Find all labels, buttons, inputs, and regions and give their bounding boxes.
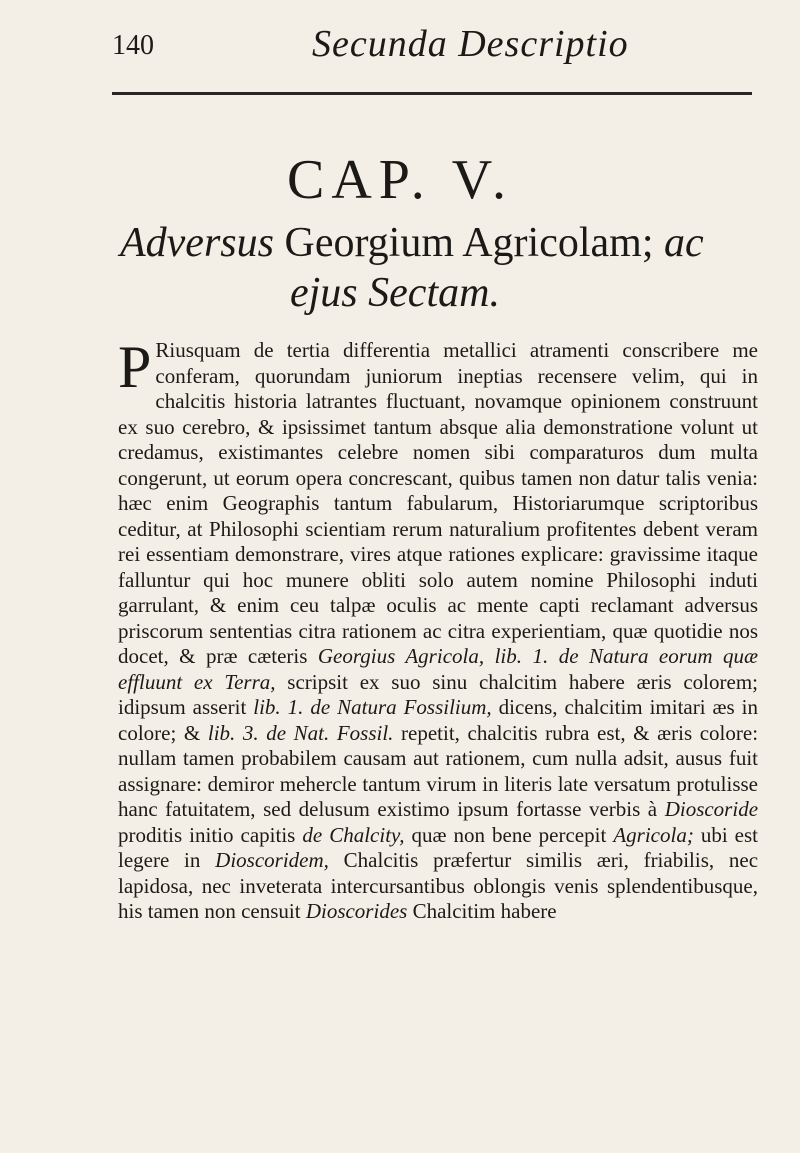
text-segment-5: repetit, chalcitis rubra est, & æris colore: nullam tamen probabilem causam aut rationem, cum nulla adsit, ausus fuit assignare: demiror mehercle tantum virum in literis late versatum protulisse hanc fatuitatem, sed delusum existimo ipsum fortasse verbis à [118, 720, 759, 821]
header-rule [112, 92, 752, 95]
text-segment-9: Chalcitis præfertur similis æri, friabilis, nec lapidosa, nec inveterata intercursantibus oblongis venis splendentibusque, his tamen non censuit [118, 848, 759, 923]
text-segment-3: scripsit ex suo sinu chalcitim habere æris colorem; idipsum asserit [118, 669, 759, 719]
body-text [118, 334, 759, 925]
text-segment-6: proditis initio capitis [118, 822, 296, 847]
subtitle-georgium: Georgium Agricolam; [284, 220, 654, 266]
subtitle-adversus: Adversus [120, 220, 274, 266]
name-dioscoridem: Dioscoridem, [215, 848, 329, 872]
chapter-subtitle [120, 218, 740, 318]
name-agricola: Georgius Agricola, [317, 644, 485, 668]
text-segment-4: dicens, chalcitim imitari æs in colore; & [118, 695, 758, 745]
name-dioscorides: Dioscorides [305, 899, 408, 923]
text-segment-2: lib. 1. [494, 644, 549, 668]
text-segment-8: ubi est legere in [118, 822, 759, 872]
text-segment-1: Riusquam de tertia differentia metallici atramenti conscribere me conferam, quorundam juniorum ineptias recensere velim, qui in chalcitis historia latrantes fluctuant, novamque opinionem construunt ex suo cerebro, & ipsissimet tantum absque alia demonstratione volunt ut credamus, existimantes celebre nomen sibi comparaturos dum multa congerunt, ut eorum opera concrescant, quibus tamen non datur talis venia: hæc enim Geographis tantum fabularum, Historiarumque scriptoribus ceditur, at Philosophi scientiam rerum naturalium profitentes debent veram rei essentiam demonstrare, vires atque rationes explicare: gravissime itaque falluntur qui hoc munere obliti solo autem nomine Philosophi induti garrulant, & enim ceu talpæ oculis ac mente capti reclamant adversus priscorum sententias citra rationem ac citra experientiam, quæ quotidie nos docet, & præ cæteris [118, 338, 758, 668]
ref-lib-3: lib. 3. de Nat. Fossil. [207, 720, 394, 745]
text-segment-10: Chalcitim habere [412, 899, 557, 923]
text-segment-7: quæ non bene percepit [411, 822, 607, 847]
drop-cap: P [118, 334, 152, 400]
subtitle-sectam: ejus Sectam. [290, 270, 500, 316]
ref-lib-1: lib. 1. de Natura Fossilium, [253, 695, 492, 719]
subtitle-ac: ac [663, 220, 704, 266]
page-number: 140 [112, 30, 154, 61]
title-de-natura: de Natura eorum quæ effluunt ex Terra, [118, 644, 759, 694]
name-agricola-2: Agricola; [613, 822, 694, 847]
running-head [112, 22, 752, 78]
chapter-heading: CAP. V. [287, 149, 513, 211]
name-dioscoride: Dioscoride [664, 797, 759, 821]
title-de-chalcity: de Chalcity, [302, 822, 405, 847]
running-title: Secunda Descriptio [312, 23, 629, 65]
paragraph [118, 334, 759, 925]
